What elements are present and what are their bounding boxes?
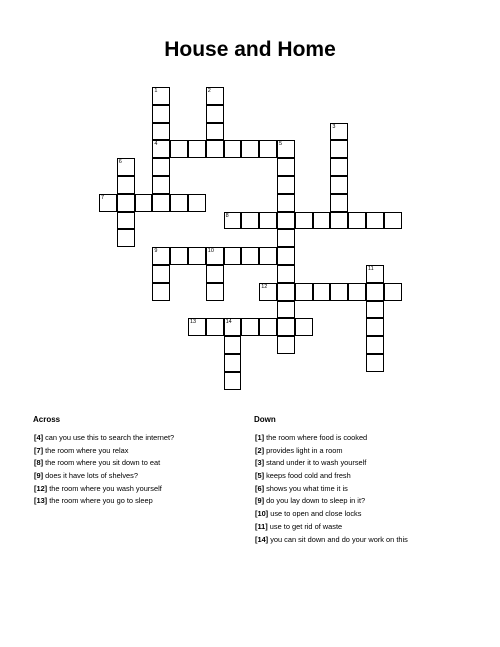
- grid-cell[interactable]: [152, 283, 170, 301]
- grid-cell[interactable]: [277, 336, 295, 354]
- clue-number: [13]: [34, 496, 48, 506]
- grid-cell[interactable]: [152, 105, 170, 123]
- grid-cell[interactable]: [348, 283, 366, 301]
- grid-cell[interactable]: [277, 318, 295, 336]
- cell-number: 7: [101, 194, 105, 201]
- grid-cell[interactable]: [152, 194, 170, 212]
- clue-number: [5]: [255, 471, 265, 481]
- grid-cell[interactable]: [206, 318, 224, 336]
- clue-number: [1]: [255, 433, 265, 442]
- grid-cell[interactable]: [295, 212, 313, 230]
- clue-text: the room where you relax: [43, 445, 129, 455]
- cell-number: 11: [368, 266, 374, 272]
- clue-text: does it have lots of shelves?: [43, 471, 138, 481]
- cell-number: 14: [225, 319, 232, 326]
- grid-cell[interactable]: [188, 247, 206, 265]
- down-clue-list: [255, 432, 408, 546]
- clue-number: [2]: [255, 445, 265, 455]
- grid-cell[interactable]: [135, 194, 153, 212]
- grid-cell[interactable]: [348, 212, 366, 230]
- grid-cell[interactable]: [330, 123, 348, 141]
- grid-cell[interactable]: [117, 194, 135, 212]
- clue-text: use to get rid of waste: [267, 521, 343, 531]
- grid-cell[interactable]: [117, 176, 135, 194]
- grid-cell[interactable]: [277, 140, 295, 158]
- cell-number: 5: [279, 141, 283, 148]
- grid-cell[interactable]: [366, 301, 384, 319]
- cell-number: 10: [207, 248, 214, 255]
- grid-cell[interactable]: [117, 212, 135, 230]
- down-heading: Down: [254, 415, 276, 424]
- grid-cell[interactable]: [206, 105, 224, 123]
- grid-cell[interactable]: [152, 123, 170, 141]
- clue-text: you can sit down and do your work on this: [268, 534, 408, 544]
- grid-cell[interactable]: [366, 354, 384, 372]
- grid-cell[interactable]: [188, 140, 206, 158]
- cell-number: 2: [207, 88, 211, 94]
- clue-number: [12]: [34, 483, 48, 493]
- grid-cell[interactable]: [295, 318, 313, 336]
- down-clue: [255, 457, 408, 470]
- down-clue: [255, 534, 408, 547]
- grid-cell[interactable]: [366, 212, 384, 230]
- grid-cell[interactable]: [384, 212, 402, 230]
- grid-cell[interactable]: [206, 123, 224, 141]
- grid-cell[interactable]: [277, 247, 295, 265]
- clue-text: do you lay down to sleep in it?: [264, 496, 366, 506]
- clue-text: provides light in a room: [264, 445, 343, 455]
- grid-cell[interactable]: [259, 140, 277, 158]
- grid-cell[interactable]: [224, 372, 242, 390]
- grid-cell[interactable]: [277, 158, 295, 176]
- grid-cell[interactable]: [152, 140, 170, 158]
- down-clue: [255, 483, 408, 496]
- clue-number: [4]: [34, 433, 44, 442]
- grid-cell[interactable]: [170, 247, 188, 265]
- grid-cell[interactable]: [259, 283, 277, 301]
- grid-cell[interactable]: [277, 229, 295, 247]
- grid-cell[interactable]: [330, 283, 348, 301]
- clue-text: the room where you wash yourself: [47, 483, 162, 493]
- grid-cell[interactable]: [188, 318, 206, 336]
- grid-cell[interactable]: [206, 247, 224, 265]
- grid-cell[interactable]: [330, 158, 348, 176]
- down-clue: [255, 508, 408, 521]
- clue-number: [8]: [34, 458, 44, 468]
- clue-number: [9]: [34, 471, 44, 481]
- clue-number: [10]: [255, 509, 269, 519]
- clue-text: keeps food cold and fresh: [264, 471, 351, 481]
- grid-cell[interactable]: [330, 140, 348, 158]
- puzzle-title: House and Home: [164, 38, 336, 61]
- across-clue: [34, 445, 174, 458]
- cell-number: 9: [154, 248, 158, 255]
- grid-cell[interactable]: [330, 212, 348, 230]
- grid-cell[interactable]: [224, 336, 242, 354]
- grid-cell[interactable]: [206, 87, 224, 105]
- grid-cell[interactable]: [224, 354, 242, 372]
- grid-cell[interactable]: [241, 212, 259, 230]
- grid-cell[interactable]: [277, 176, 295, 194]
- across-clue-list: [34, 432, 174, 508]
- grid-cell[interactable]: [206, 283, 224, 301]
- grid-cell[interactable]: [330, 176, 348, 194]
- clue-text: the room where food is cooked: [264, 433, 368, 442]
- grid-cell[interactable]: [224, 140, 242, 158]
- grid-cell[interactable]: [366, 318, 384, 336]
- grid-cell[interactable]: [206, 140, 224, 158]
- clue-number: [6]: [255, 483, 265, 493]
- grid-cell[interactable]: [259, 318, 277, 336]
- grid-cell[interactable]: [241, 318, 259, 336]
- clue-number: [7]: [34, 445, 44, 455]
- grid-cell[interactable]: [206, 265, 224, 283]
- grid-cell[interactable]: [152, 176, 170, 194]
- clue-number: [9]: [255, 496, 265, 506]
- down-clue: [255, 445, 408, 458]
- across-clue: [34, 470, 174, 483]
- grid-cell[interactable]: [330, 194, 348, 212]
- clue-number: [14]: [255, 534, 269, 544]
- cell-number: 12: [261, 283, 268, 290]
- grid-cell[interactable]: [366, 336, 384, 354]
- grid-cell[interactable]: [259, 247, 277, 265]
- grid-cell[interactable]: [259, 212, 277, 230]
- grid-cell[interactable]: [152, 247, 170, 265]
- across-clue: [34, 457, 174, 470]
- down-clue: [255, 470, 408, 483]
- grid-cell[interactable]: [277, 212, 295, 230]
- grid-cell[interactable]: [241, 247, 259, 265]
- cell-number: 4: [154, 141, 158, 148]
- grid-cell[interactable]: [117, 229, 135, 247]
- grid-cell[interactable]: [152, 158, 170, 176]
- grid-cell[interactable]: [277, 194, 295, 212]
- grid-cell[interactable]: [224, 247, 242, 265]
- grid-cell[interactable]: [295, 283, 313, 301]
- grid-cell[interactable]: [277, 283, 295, 301]
- cell-number: 1: [154, 88, 158, 94]
- grid-cell[interactable]: [277, 265, 295, 283]
- grid-cell[interactable]: [170, 194, 188, 212]
- clue-text: the room where you sit down to eat: [43, 458, 161, 468]
- cell-number: 13: [190, 319, 197, 326]
- grid-cell[interactable]: [313, 283, 331, 301]
- grid-cell[interactable]: [366, 265, 384, 283]
- cell-number: 3: [332, 123, 336, 130]
- clue-text: shows you what time it is: [264, 483, 348, 493]
- grid-cell[interactable]: [152, 265, 170, 283]
- grid-cell[interactable]: [170, 140, 188, 158]
- across-clue: [34, 432, 174, 445]
- grid-cell[interactable]: [99, 194, 117, 212]
- clue-number: [3]: [255, 458, 265, 468]
- across-heading: Across: [33, 415, 61, 424]
- clue-text: stand under it to wash yourself: [264, 458, 367, 468]
- grid-cell[interactable]: [188, 194, 206, 212]
- across-clue: [34, 495, 174, 508]
- across-clue: [34, 483, 174, 496]
- grid-cell[interactable]: [366, 283, 384, 301]
- down-clue: [255, 521, 408, 534]
- grid-cell[interactable]: [117, 158, 135, 176]
- clue-text: can you use this to search the internet?: [43, 433, 175, 442]
- cell-number: 6: [118, 159, 122, 166]
- clue-text: use to open and close locks: [268, 509, 362, 519]
- grid-cell[interactable]: [224, 318, 242, 336]
- down-clue: [255, 495, 408, 508]
- clue-number: [11]: [255, 521, 268, 531]
- cell-number: 8: [225, 212, 229, 219]
- grid-cell[interactable]: [384, 283, 402, 301]
- grid-cell[interactable]: [152, 87, 170, 105]
- grid-cell[interactable]: [241, 140, 259, 158]
- down-clue: [255, 432, 408, 445]
- clue-text: the room where you go to sleep: [47, 496, 153, 506]
- grid-cell[interactable]: [313, 212, 331, 230]
- grid-cell[interactable]: [224, 212, 242, 230]
- grid-cell[interactable]: [277, 301, 295, 319]
